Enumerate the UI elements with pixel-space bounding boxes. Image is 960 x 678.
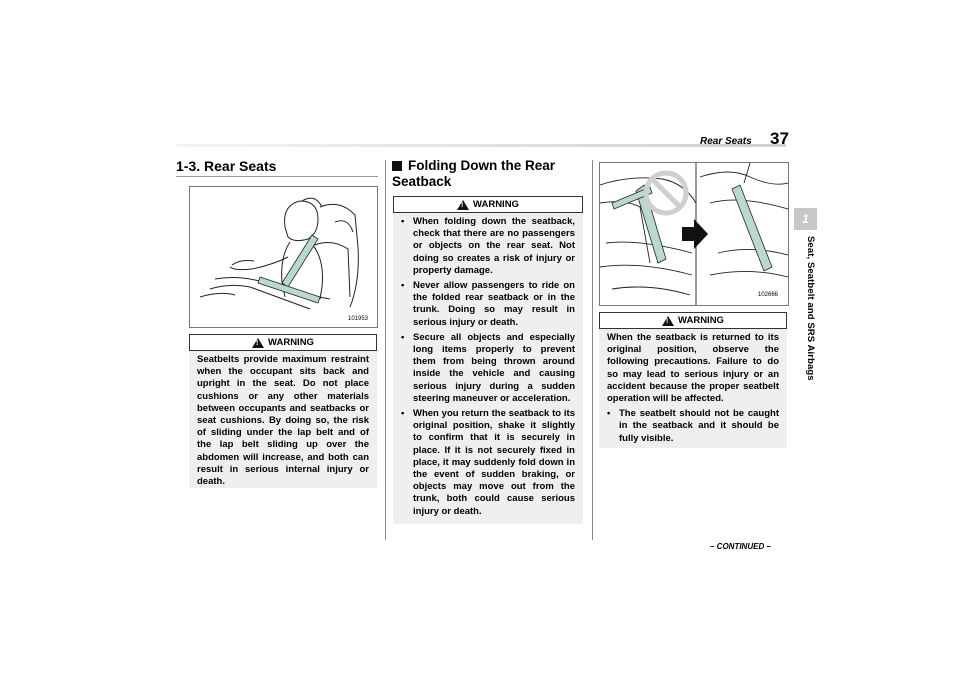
column-divider-left	[385, 160, 386, 540]
figure-number: 102666	[758, 292, 779, 298]
warning-heading: WARNING	[678, 315, 724, 326]
warning-item: • When you return the seatback to its original position, shake it slightly to confirm that it is securely in place. If it is not securely fixed in place, it may suddenly fold down in the event of sudden braking, or objects may move out from the trunk, both could cause serious injury or death.	[401, 408, 575, 518]
square-bullet-icon	[392, 161, 402, 171]
figure-seatback-belt	[599, 162, 789, 306]
warning-heading: WARNING	[268, 337, 314, 348]
arrow-right-icon	[682, 219, 708, 249]
seatback-illustration	[600, 163, 788, 305]
warning-triangle-icon: !	[662, 316, 674, 326]
warning-box-left	[189, 334, 377, 488]
figure-seated-occupant	[189, 186, 378, 328]
warning-box-middle	[393, 196, 583, 524]
warning-heading: WARNING	[473, 199, 519, 210]
subsection-title: Folding Down the Rear Seatback	[392, 158, 555, 189]
header-rule	[176, 144, 786, 147]
figure-number: 101953	[348, 316, 369, 322]
warning-item: • When folding down the seatback, check that there are no passengers or objects on the rear seat. Not doing so creates a risk of injury or property damage.	[401, 216, 575, 277]
chapter-tab: 1	[794, 208, 817, 230]
warning-header	[393, 196, 583, 213]
warning-item: • The seatbelt should not be caught in the seatback and it should be fully visible.	[607, 408, 779, 445]
page-number: 37	[770, 129, 789, 148]
warning-item: • Secure all objects and especially long items properly to prevent them from being thrown around inside the vehicle and causing serious injury during a sudden steering maneuver or acceleration.	[401, 332, 575, 405]
occupant-illustration	[190, 187, 377, 327]
column-divider-right	[592, 160, 593, 540]
warning-header	[599, 312, 787, 329]
warning-item: • Never allow passengers to ride on the folded rear seatback or in the trunk. Doing so may result in serious injury or death.	[401, 280, 575, 329]
running-header-title: Rear Seats	[700, 136, 752, 147]
warning-box-right	[599, 312, 787, 448]
warning-text: Seatbelts provide maximum restraint when the occupant sits back and upright in the seat. Do not place cushions or any other materials between occupants and seatbacks or seat cushions. By doing so, the risk of sliding under the lap belt and of the lap belt sliding up over the abdomen will increase, and both can result in serious internal injury or death.	[197, 354, 369, 488]
warning-header	[189, 334, 377, 351]
warning-triangle-icon: !	[457, 200, 469, 210]
section-title: 1-3. Rear Seats	[176, 158, 277, 174]
section-title-rule	[176, 176, 378, 177]
continued-label: – CONTINUED –	[710, 542, 771, 551]
warning-triangle-icon: !	[252, 338, 264, 348]
warning-content	[599, 329, 787, 456]
warning-text: When the seatback is returned to its original position, observe the following precautions. Failure to do so may lead to serious injury or an accident because the proper seatbelt operation will be affected.	[607, 332, 779, 405]
chapter-title-vertical: Seat, Seatbelt and SRS Airbags	[805, 236, 816, 381]
warning-list	[393, 213, 583, 529]
